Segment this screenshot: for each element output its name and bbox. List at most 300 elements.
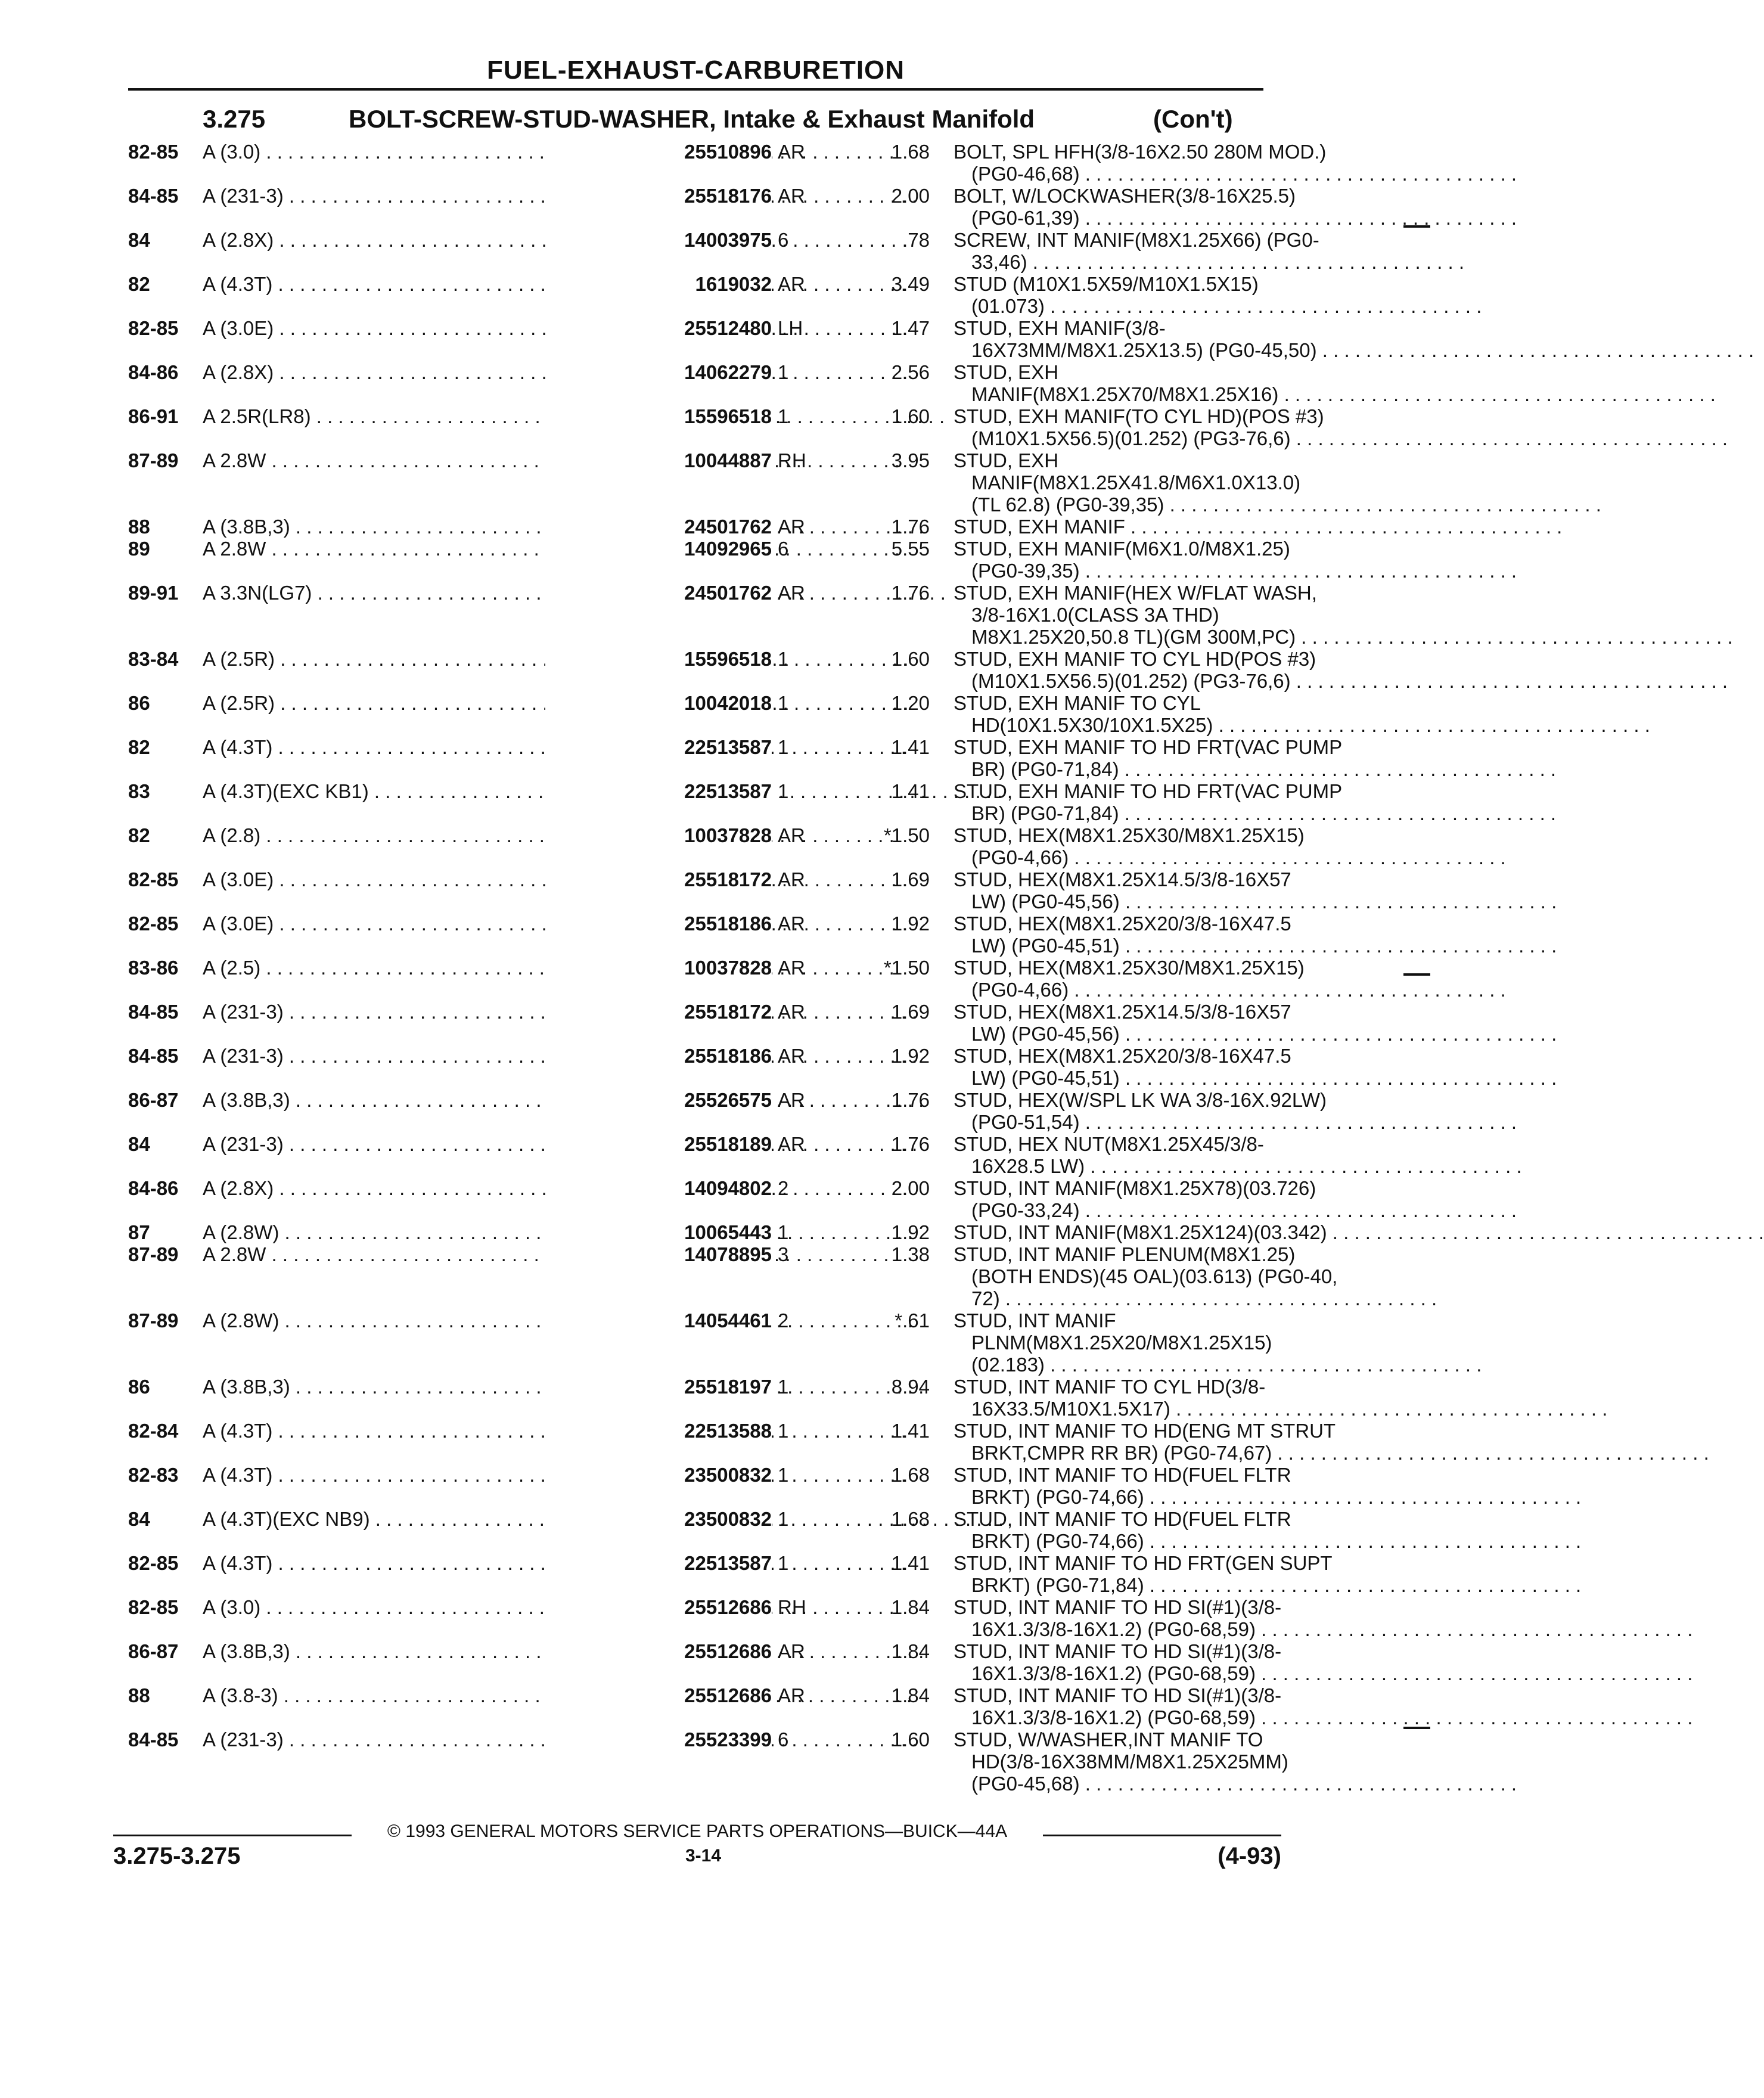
part-number: 25518176	[545, 185, 772, 207]
price: 2.00	[891, 185, 930, 207]
application: A (4.3T)(EXC NB9) . . .	[203, 1508, 653, 1530]
model-years: 83	[128, 780, 150, 802]
description-line: 3/8-16X1.0(CLASS 3A THD)	[971, 604, 1219, 626]
description	[954, 1684, 1282, 1728]
application: A 2.5R(LR8) . . .	[203, 405, 653, 427]
quantity: AR	[778, 582, 805, 604]
price: *.61	[895, 1309, 930, 1332]
description-line: STUD, INT MANIF(M8X1.25X124)(03.342) . . .	[954, 1221, 1263, 1243]
description-line: STUD, INT MANIF TO HD(FUEL FLTR	[954, 1464, 1291, 1486]
quantity: AR	[778, 824, 805, 846]
description-line: 16X28.5 LW) . . .	[954, 1155, 1263, 1177]
footer-copyright: © 1993 GENERAL MOTORS SERVICE PARTS OPERATIONS—BUICK—44A	[387, 1821, 1008, 1841]
price: 1.60	[891, 648, 930, 670]
description-line: BRKT) (PG0-74,66) . . .	[954, 1530, 1263, 1552]
model-years: 84-85	[128, 185, 179, 207]
description-line: STUD, INT MANIF TO HD SI(#1)(3/8-	[954, 1640, 1282, 1662]
price: 1.68	[891, 141, 930, 163]
quantity: AR	[778, 273, 805, 295]
description-line: MANIF(M8X1.25X70/M8X1.25X16) . . .	[954, 383, 1263, 405]
part-number: 14062279	[545, 361, 772, 383]
price: .78	[902, 229, 930, 251]
description	[954, 1640, 1282, 1684]
description-line: LW) (PG0-45,51) . . .	[954, 1067, 1263, 1089]
quantity: 1	[778, 1464, 789, 1486]
application: A (3.8-3) . . .	[203, 1684, 653, 1706]
description	[954, 692, 1263, 736]
application: A (2.8X) . . .	[203, 1177, 653, 1199]
description	[954, 1045, 1291, 1089]
part-number: 25510896	[545, 141, 772, 163]
description-line: 16X1.3/3/8-16X1.2) (PG0-68,59) . . .	[954, 1618, 1263, 1640]
section-title	[128, 104, 1263, 134]
part-number: 23500832	[545, 1464, 772, 1486]
description-line: HD(10X1.5X30/10X1.5X25) . . .	[954, 714, 1263, 736]
quantity: AR	[778, 516, 805, 538]
description-line: HD(3/8-16X38MM/M8X1.25X25MM)	[971, 1751, 1288, 1773]
quantity: 1	[778, 780, 789, 802]
description-line: SCREW, INT MANIF(M8X1.25X66) (PG0-	[954, 229, 1319, 251]
application: A (231-3) . . .	[203, 1728, 653, 1751]
model-years: 82	[128, 736, 150, 758]
application: A (3.0) . . .	[203, 141, 653, 163]
table-row	[128, 317, 1317, 361]
description	[954, 957, 1305, 1001]
table-row	[128, 913, 1291, 957]
parts-list	[128, 141, 1343, 1795]
table-row	[128, 648, 1316, 692]
description	[954, 1508, 1291, 1552]
application: A 3.3N(LG7) . . .	[203, 582, 653, 604]
description-line: (BOTH ENDS)(45 OAL)(03.613) (PG0-40,	[971, 1265, 1338, 1287]
price: 5.55	[891, 538, 930, 560]
part-number: 25526575	[545, 1089, 772, 1111]
description-line: BRKT,CMPR RR BR) (PG0-74,67) . . .	[954, 1442, 1263, 1464]
description	[954, 736, 1343, 780]
quantity: 1	[778, 1376, 789, 1398]
part-number: 25518186	[545, 913, 772, 935]
description-line: BR) (PG0-71,84) . . .	[954, 802, 1263, 824]
description-line: STUD (M10X1.5X59/M10X1.5X15)	[954, 273, 1259, 295]
price: 1.84	[891, 1684, 930, 1706]
quantity: 6	[778, 1728, 789, 1751]
model-years: 86-91	[128, 405, 179, 427]
model-years: 82	[128, 273, 150, 295]
part-number: 14092965	[545, 538, 772, 560]
price: 1.68	[891, 1464, 930, 1486]
description-line: BOLT, SPL HFH(3/8-16X2.50 280M MOD.)	[954, 141, 1327, 163]
description-line: M8X1.25X20,50.8 TL)(GM 300M,PC) . . .	[954, 626, 1263, 648]
quantity: 1	[778, 361, 789, 383]
table-row	[128, 780, 1343, 824]
application: A (231-3) . . .	[203, 1045, 653, 1067]
description-line: (TL 62.8) (PG0-39,35) . . .	[954, 494, 1263, 516]
table-row	[128, 449, 1301, 516]
price: 1.20	[891, 692, 930, 714]
table-row	[128, 1309, 1272, 1376]
description	[954, 1243, 1338, 1309]
description-line: STUD, HEX(M8X1.25X20/3/8-16X47.5	[954, 913, 1291, 935]
description	[954, 1177, 1316, 1221]
description-line: STUD, EXH MANIF TO HD FRT(VAC PUMP	[954, 780, 1343, 802]
table-row	[128, 957, 1305, 1001]
price: *1.50	[883, 957, 930, 979]
description-line: BOLT, W/LOCKWASHER(3/8-16X25.5)	[954, 185, 1296, 207]
description-line: STUD, EXH MANIF . . .	[954, 516, 1263, 538]
quantity: RH	[778, 1596, 806, 1618]
description	[954, 1133, 1263, 1177]
table-row	[128, 1640, 1282, 1684]
quantity: 3	[778, 1243, 789, 1265]
description-line: STUD, HEX(W/SPL LK WA 3/8-16X.92LW)	[954, 1089, 1327, 1111]
application: A (3.0E) . . .	[203, 868, 653, 890]
quantity: AR	[778, 1684, 805, 1706]
part-number: 10042018	[545, 692, 772, 714]
price: 2.00	[891, 1177, 930, 1199]
quantity: AR	[778, 957, 805, 979]
description-line: STUD, HEX NUT(M8X1.25X45/3/8-	[954, 1133, 1264, 1155]
footer-page-number: 3-14	[685, 1846, 722, 1866]
part-number: 22513587	[545, 1552, 772, 1574]
description-line: STUD, INT MANIF PLENUM(M8X1.25)	[954, 1243, 1296, 1265]
description-line: BRKT) (PG0-71,84) . . .	[954, 1574, 1263, 1596]
price: 1.41	[891, 1420, 930, 1442]
price: 1.47	[891, 317, 930, 339]
footer-rule-left	[113, 1835, 352, 1836]
price: 3.49	[891, 273, 930, 295]
margin-mark	[1403, 973, 1430, 976]
description-line: STUD, HEX(M8X1.25X14.5/3/8-16X57	[954, 868, 1291, 890]
model-years: 83-86	[128, 957, 179, 979]
quantity: AR	[778, 1089, 805, 1111]
part-number: 25518172	[545, 1001, 772, 1023]
description-line: 16X73MM/M8X1.25X13.5) (PG0-45,50) . . .	[954, 339, 1263, 361]
price: 1.69	[891, 1001, 930, 1023]
description-line: STUD, EXH	[954, 449, 1059, 471]
description-line: STUD, INT MANIF(M8X1.25X78)(03.726)	[954, 1177, 1316, 1199]
description-line: PLNM(M8X1.25X20/M8X1.25X15)	[971, 1332, 1272, 1354]
model-years: 84-85	[128, 1045, 179, 1067]
price: 1.38	[891, 1243, 930, 1265]
description	[954, 1552, 1333, 1596]
description-line: STUD, EXH MANIF TO CYL HD(POS #3)	[954, 648, 1316, 670]
application: A (4.3T) . . .	[203, 1420, 653, 1442]
application: A 2.8W . . .	[203, 538, 653, 560]
quantity: LH	[778, 317, 803, 339]
description-line: (01.073) . . .	[954, 295, 1263, 317]
quantity: AR	[778, 1001, 805, 1023]
table-row	[128, 1508, 1291, 1552]
application: A (2.8X) . . .	[203, 229, 653, 251]
part-number: 25512480	[545, 317, 772, 339]
model-years: 86-87	[128, 1089, 179, 1111]
application: A (2.5R) . . .	[203, 648, 653, 670]
application: A (3.0) . . .	[203, 1596, 653, 1618]
description-line: (PG0-61,39) . . .	[954, 207, 1263, 229]
description-line: STUD, INT MANIF TO HD(ENG MT STRUT	[954, 1420, 1336, 1442]
description-line: STUD, INT MANIF TO CYL HD(3/8-	[954, 1376, 1266, 1398]
description	[954, 185, 1296, 229]
price: 1.60	[891, 1728, 930, 1751]
description-line: STUD, INT MANIF TO HD(FUEL FLTR	[954, 1508, 1291, 1530]
application: A 2.8W . . .	[203, 1243, 653, 1265]
table-row	[128, 868, 1291, 913]
application: A (2.5) . . .	[203, 957, 653, 979]
table-row	[128, 273, 1263, 317]
quantity: 1	[778, 692, 789, 714]
description-line: STUD, INT MANIF TO HD FRT(GEN SUPT	[954, 1552, 1333, 1574]
application: A (2.8) . . .	[203, 824, 653, 846]
quantity: 1	[778, 1420, 789, 1442]
part-number: 23500832	[545, 1508, 772, 1530]
description-line: (PG0-46,68) . . .	[954, 163, 1263, 185]
price: 1.92	[891, 1045, 930, 1067]
table-row	[128, 1089, 1327, 1133]
model-years: 82-85	[128, 317, 179, 339]
description-line: MANIF(M8X1.25X41.8/M6X1.0X13.0)	[971, 471, 1301, 494]
price: 1.76	[891, 1089, 930, 1111]
table-row	[128, 1243, 1338, 1309]
model-years: 87-89	[128, 1309, 179, 1332]
model-years: 88	[128, 1684, 150, 1706]
price: 1.60	[891, 405, 930, 427]
description	[954, 449, 1301, 516]
part-number: 14078895	[545, 1243, 772, 1265]
quantity: AR	[778, 1045, 805, 1067]
description-line: STUD, EXH	[954, 361, 1059, 383]
description-line: STUD, EXH MANIF TO CYL	[954, 692, 1201, 714]
quantity: 1	[778, 1508, 789, 1530]
model-years: 84	[128, 1133, 150, 1155]
price: 1.69	[891, 868, 930, 890]
part-number: 14003975	[545, 229, 772, 251]
quantity: 6	[778, 229, 789, 251]
description-line: 72) . . .	[954, 1287, 1263, 1309]
model-years: 82-85	[128, 868, 179, 890]
quantity: 2	[778, 1177, 789, 1199]
part-number: 15596518	[545, 405, 772, 427]
model-years: 84-86	[128, 361, 179, 383]
description	[954, 361, 1279, 405]
part-number: 24501762	[545, 582, 772, 604]
description-line: STUD, HEX(M8X1.25X20/3/8-16X47.5	[954, 1045, 1291, 1067]
header-rule	[128, 88, 1263, 91]
price: 1.76	[891, 1133, 930, 1155]
part-number: 15596518	[545, 648, 772, 670]
application: A (3.8B,3) . . .	[203, 1376, 653, 1398]
model-years: 87-89	[128, 449, 179, 471]
description-line: BRKT) (PG0-74,66) . . .	[954, 1486, 1263, 1508]
model-years: 84-86	[128, 1177, 179, 1199]
price: 1.84	[891, 1596, 930, 1618]
description	[954, 1001, 1291, 1045]
description	[954, 868, 1291, 913]
description-line: LW) (PG0-45,56) . . .	[954, 890, 1263, 913]
price: *1.50	[883, 824, 930, 846]
application: A (231-3) . . .	[203, 1133, 653, 1155]
description-line: STUD, HEX(M8X1.25X30/M8X1.25X15)	[954, 957, 1305, 979]
description	[954, 273, 1263, 317]
price: 1.76	[891, 516, 930, 538]
price: 3.95	[891, 449, 930, 471]
description	[954, 913, 1291, 957]
part-number: 10037828	[545, 957, 772, 979]
quantity: 1	[778, 1552, 789, 1574]
model-years: 82-85	[128, 1552, 179, 1574]
description	[954, 1089, 1327, 1133]
part-number: 25512686	[545, 1684, 772, 1706]
section-number: 3.275	[203, 105, 266, 133]
description	[954, 1309, 1272, 1376]
description-line: STUD, INT MANIF TO HD SI(#1)(3/8-	[954, 1596, 1282, 1618]
application: A (2.8X) . . .	[203, 361, 653, 383]
description-line: LW) (PG0-45,51) . . .	[954, 935, 1263, 957]
application: A (4.3T)(EXC KB1) . . .	[203, 780, 653, 802]
price: 1.76	[891, 582, 930, 604]
application: A (2.5R) . . .	[203, 692, 653, 714]
table-row	[128, 405, 1324, 449]
description-line: (PG0-33,24) . . .	[954, 1199, 1263, 1221]
table-row	[128, 1728, 1288, 1795]
table-row	[128, 582, 1317, 648]
model-years: 86-87	[128, 1640, 179, 1662]
model-years: 82-84	[128, 1420, 179, 1442]
description-line: (PG0-4,66) . . .	[954, 979, 1263, 1001]
price: 2.56	[891, 361, 930, 383]
model-years: 82	[128, 824, 150, 846]
quantity: 2	[778, 1309, 789, 1332]
price: 1.84	[891, 1640, 930, 1662]
table-row	[128, 1045, 1291, 1089]
part-number: 25518172	[545, 868, 772, 890]
application: A (231-3) . . .	[203, 1001, 653, 1023]
part-number: 25523399	[545, 1728, 772, 1751]
quantity: 1	[778, 736, 789, 758]
description-line: STUD, INT MANIF	[954, 1309, 1116, 1332]
model-years: 84	[128, 229, 150, 251]
model-years: 89-91	[128, 582, 179, 604]
quantity: AR	[778, 1133, 805, 1155]
part-number: 10037828	[545, 824, 772, 846]
description-line: STUD, EXH MANIF(HEX W/FLAT WASH,	[954, 582, 1317, 604]
part-number: 22513588	[545, 1420, 772, 1442]
description	[954, 1596, 1282, 1640]
application: A (4.3T) . . .	[203, 1464, 653, 1486]
table-row	[128, 1177, 1316, 1221]
description	[954, 229, 1319, 273]
price: 1.41	[891, 1552, 930, 1574]
application: A (3.0E) . . .	[203, 913, 653, 935]
application: A (2.8W) . . .	[203, 1309, 653, 1332]
margin-mark	[1403, 1727, 1430, 1729]
description	[954, 780, 1343, 824]
model-years: 89	[128, 538, 150, 560]
quantity: 1	[778, 1221, 789, 1243]
description	[954, 1420, 1336, 1464]
description-line: (PG0-45,68) . . .	[954, 1773, 1263, 1795]
description-line: (M10X1.5X56.5)(01.252) (PG3-76,6) . . .	[954, 670, 1263, 692]
description	[954, 824, 1305, 868]
model-years: 86	[128, 692, 150, 714]
footer-section-range: 3.275-3.275	[113, 1843, 241, 1869]
part-number: 10044887	[545, 449, 772, 471]
description	[954, 582, 1317, 648]
description-line: STUD, EXH MANIF(M6X1.0/M8X1.25)	[954, 538, 1290, 560]
description	[954, 538, 1290, 582]
description-line: 16X1.3/3/8-16X1.2) (PG0-68,59) . . .	[954, 1706, 1263, 1728]
quantity: 6	[778, 538, 789, 560]
table-row	[128, 229, 1319, 273]
footer-rule-right	[1043, 1835, 1281, 1836]
description-line: STUD, HEX(M8X1.25X30/M8X1.25X15)	[954, 824, 1305, 846]
description	[954, 141, 1327, 185]
table-row	[128, 141, 1327, 185]
quantity: 1	[778, 405, 789, 427]
description-line: (PG0-39,35) . . .	[954, 560, 1263, 582]
application: A (3.8B,3) . . .	[203, 1640, 653, 1662]
quantity: AR	[778, 1640, 805, 1662]
description-line: STUD, EXH MANIF(3/8-	[954, 317, 1166, 339]
description	[954, 516, 1263, 538]
table-row	[128, 538, 1290, 582]
description-line: STUD, EXH MANIF(TO CYL HD)(POS #3)	[954, 405, 1324, 427]
table-row	[128, 1133, 1263, 1177]
description-line: STUD, INT MANIF TO HD SI(#1)(3/8-	[954, 1684, 1282, 1706]
table-row	[128, 1684, 1282, 1728]
part-number: 25512686	[545, 1640, 772, 1662]
price: 1.41	[891, 736, 930, 758]
description	[954, 1376, 1266, 1420]
price: 1.92	[891, 1221, 930, 1243]
table-row	[128, 736, 1343, 780]
part-number: 25518186	[545, 1045, 772, 1067]
table-row	[128, 1420, 1336, 1464]
table-row	[128, 1001, 1291, 1045]
page-header-title: FUEL-EXHAUST-CARBURETION	[486, 55, 905, 85]
application: A 2.8W . . .	[203, 449, 653, 471]
description	[954, 1728, 1288, 1795]
model-years: 84-85	[128, 1728, 179, 1751]
model-years: 87-89	[128, 1243, 179, 1265]
margin-mark	[1403, 225, 1430, 228]
description-line: (02.183) . . .	[954, 1354, 1263, 1376]
table-row	[128, 1596, 1282, 1640]
application: A (3.8B,3) . . .	[203, 516, 653, 538]
part-number: 14094802	[545, 1177, 772, 1199]
part-number: 25518197	[545, 1376, 772, 1398]
part-number: 1619032	[545, 273, 772, 295]
description-line: (PG0-4,66) . . .	[954, 846, 1263, 868]
quantity: 1	[778, 648, 789, 670]
application: A (3.8B,3) . . .	[203, 1089, 653, 1111]
description	[954, 405, 1324, 449]
part-number: 14054461	[545, 1309, 772, 1332]
model-years: 83-84	[128, 648, 179, 670]
part-number: 22513587	[545, 736, 772, 758]
quantity: AR	[778, 141, 805, 163]
part-number: 25512686	[545, 1596, 772, 1618]
price: 1.92	[891, 913, 930, 935]
description	[954, 317, 1317, 361]
table-row	[128, 361, 1279, 405]
quantity: RH	[778, 449, 806, 471]
table-row	[128, 185, 1296, 229]
footer-date: (4-93)	[1218, 1843, 1281, 1869]
description-line: STUD, W/WASHER,INT MANIF TO	[954, 1728, 1263, 1751]
model-years: 86	[128, 1376, 150, 1398]
description-line: (M10X1.5X56.5)(01.252) (PG3-76,6) . . .	[954, 427, 1263, 449]
description-line: (PG0-51,54) . . .	[954, 1111, 1263, 1133]
